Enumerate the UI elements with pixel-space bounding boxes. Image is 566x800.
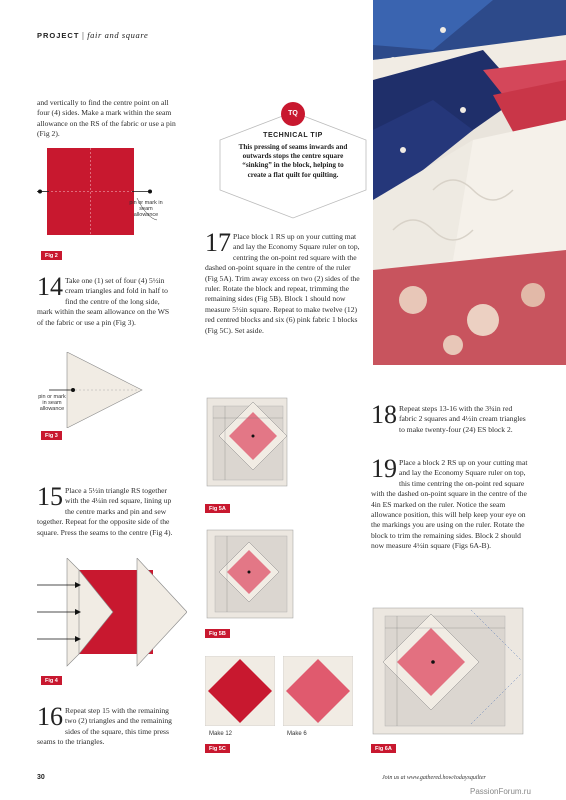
fig3-diagram [37, 352, 167, 428]
step-16-number: 16 [37, 702, 63, 731]
step-18-number: 18 [371, 400, 397, 429]
fig5b-diagram [205, 528, 295, 620]
make-6-label: Make 6 [287, 731, 307, 737]
tip-body: This pressing of seams inwards and outwards stops the centre square “sinking” in the block, helping to create a flat quilt for quilting. [238, 143, 348, 179]
watermark: PassionForum.ru [470, 787, 531, 796]
step-15-text: Place a 5½in triangle RS together with the 4¼in red square, lining up the centre marks and pin and sew together. Repeat for the opposite side of the square. Press the seams to the centre (Fig 4). [37, 486, 173, 537]
header-title: fair and square [87, 30, 149, 40]
footer-join: Join us at www.gathered.how/todaysquilter [382, 775, 486, 781]
technical-tip [218, 110, 368, 220]
fig2-diagram [37, 148, 167, 238]
step-17-number: 17 [205, 228, 231, 257]
tip-badge: TQ [281, 102, 305, 126]
step-15 [37, 482, 177, 538]
fig4-diagram [37, 558, 187, 668]
step-16-text: Repeat step 15 with the remaining two (2) triangles and the remaining sides of the square, this time press seams to the triangles. [37, 706, 172, 747]
step-16 [37, 702, 177, 748]
fig5c-block-red [205, 656, 275, 726]
step-15-number: 15 [37, 482, 63, 511]
page-number: 30 [37, 774, 45, 781]
fig4-label: Fig 4 [41, 676, 62, 685]
step-18 [371, 400, 531, 435]
step-17 [205, 228, 365, 336]
page-header [37, 30, 148, 40]
fig6a-diagram [371, 606, 531, 736]
fig2-label: Fig 2 [41, 251, 62, 260]
fig5a-label: Fig 5A [205, 504, 230, 513]
fig5c-label: Fig 5C [205, 744, 230, 753]
step-19-text: Place a block 2 RS up on your cutting mat and lay the Economy Square ruler on top, this time centring the on-point red square with the dashed on-point square in the centre of the 4in ES marked on the ruler. Notice the seam allowance position, this will help keep your eye on the markings you are using on the ruler. Rotate the block to trim the remaining sides. Block 2 should now measure 4½in square (Figs 6A-B). [371, 458, 528, 551]
step-19 [371, 454, 531, 552]
fig5c-block-pink [283, 656, 353, 726]
tip-title: TECHNICAL TIP [263, 132, 323, 139]
step-14-text: Take one (1) set of four (4) 5½in cream triangles and fold in half to find the centre of the long side, mark within the seam allowance on the WS of the fabric or use a pin (Fig 3). [37, 276, 170, 327]
step-19-number: 19 [371, 454, 397, 483]
step-18-text: Repeat steps 13-16 with the 3¾in red fabric 2 squares and 4½in cream triangles to make twenty-four (24) ES block 2. [399, 404, 526, 434]
step-14-number: 14 [37, 272, 63, 301]
step-14 [37, 272, 177, 328]
header-project: PROJECT [37, 31, 80, 40]
fig6a-label: Fig 6A [371, 744, 396, 753]
step-17-text: Place block 1 RS up on your cutting mat and lay the Economy Square ruler on top, centring the on-point red square with the dashed on-point square in the centre of the ruler (Fig 5A). Trim away excess on two (2) sides of the ruler. Rotate the block and repeat, trimming the remaining sides (Fig 5B). Block 1 should now measure 5½in square. Repeat to make twelve (12) red centred blocks and six (6) pink fabric 1 blocks (Fig 5C). Set aside. [205, 232, 360, 335]
fig5b-label: Fig 5B [205, 629, 230, 638]
quilt-photo [373, 0, 566, 365]
make-12-label: Make 12 [209, 731, 233, 737]
header-separator: | [82, 30, 85, 40]
fig5a-diagram [205, 396, 290, 488]
fig2-annotation: pin or mark in seam allowance [129, 200, 163, 218]
fig3-annotation: pin or mark in seam allowance [38, 394, 66, 412]
intro-paragraph: and vertically to find the centre point on all four (4) sides. Make a mark within the seam allowance on the RS of the fabric or use a pin (Fig 2). [37, 98, 176, 139]
fig3-label: Fig 3 [41, 431, 62, 440]
